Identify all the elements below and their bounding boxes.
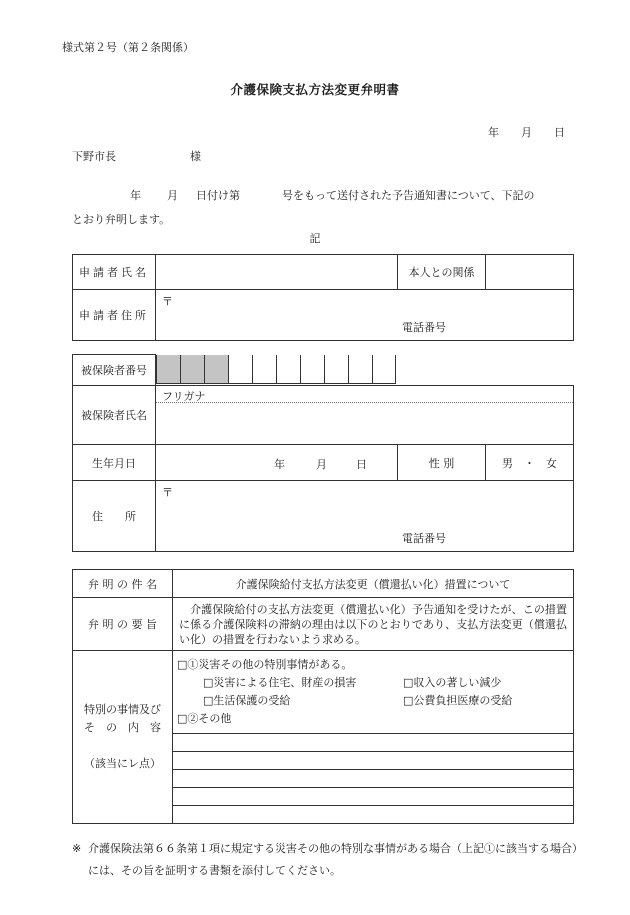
insured-number-digit-box[interactable]: [276, 355, 300, 384]
applicant-tel-label: 電話番号: [402, 321, 446, 334]
addressee-mayor: 下野市長: [72, 150, 116, 163]
sex-options[interactable]: 男 ・ 女: [486, 445, 574, 481]
special-label-line-1: 特別の事情及び: [84, 703, 161, 716]
explanation-table: [72, 569, 574, 824]
applicant-name-field[interactable]: [156, 255, 398, 290]
birth-date-label: 生年月日: [73, 445, 156, 481]
applicant-table: [72, 254, 574, 341]
intro-month: 月: [167, 189, 178, 202]
subject-text: 介護保険給付支払方法変更（償還払い化）措置について: [173, 570, 574, 598]
relationship-field[interactable]: [486, 255, 574, 290]
birth-year: 年: [274, 458, 285, 471]
intro-paragraph: [72, 184, 572, 232]
gist-body: 介護保険給付の支払方法変更（償還払い化）予告通知を受けたが、この措置に係る介護保険料の滞納の理由は以下のとおりであり、支払方法変更（償還払い化）の措置を行わないよう求める。: [179, 602, 567, 646]
insured-address-field[interactable]: [156, 481, 574, 552]
insured-number-digit-box[interactable]: [324, 355, 348, 384]
applicant-address-field[interactable]: [156, 290, 574, 341]
insured-name-field[interactable]: [156, 386, 574, 445]
checkbox-property-damage[interactable]: □災害による住宅、財産の損害: [203, 676, 357, 689]
checkbox-welfare[interactable]: □生活保護の受給: [203, 694, 291, 707]
insured-number-digit-box[interactable]: [348, 355, 372, 384]
addressee: [72, 148, 201, 164]
blank-lines: [173, 733, 573, 823]
intro-second-line: とおり弁明します。: [72, 213, 171, 226]
date-month: 月: [521, 126, 532, 139]
checkbox-income-decrease[interactable]: □収入の著しい減少: [403, 676, 502, 689]
footnote-mark: ※: [72, 842, 82, 855]
special-label-line-2: そ の 内 容: [84, 721, 161, 734]
special-label-line-3: （該当にレ点）: [84, 757, 161, 770]
insured-tel-label: 電話番号: [402, 532, 446, 545]
blank-writing-line[interactable]: [173, 751, 573, 769]
furigana-divider: [156, 402, 573, 403]
insured-number-digit-box[interactable]: [228, 355, 252, 384]
checkbox-other[interactable]: □②その他: [177, 712, 232, 725]
intro-rest: 号をもって送付された予告通知書について、下記の: [282, 189, 535, 202]
blank-writing-line[interactable]: [173, 733, 573, 751]
blank-writing-line[interactable]: [173, 787, 573, 805]
relationship-label: 本人との関係: [398, 255, 486, 290]
subject-label: 弁 明 の 件 名: [73, 570, 173, 598]
footnote: [72, 838, 582, 882]
blank-writing-line[interactable]: [173, 805, 573, 823]
addressee-honorific: 様: [190, 150, 201, 163]
special-circumstances-label: [73, 651, 173, 824]
insured-number-digit-box[interactable]: [180, 355, 204, 384]
applicant-name-label: 申請者氏名: [73, 255, 156, 290]
footnote-text: 介護保険法第６６条第１項に規定する災害その他の特別な事情がある場合（上記①に該当する場合）には、その旨を証明する書類を添付してください。: [88, 842, 578, 877]
insured-table: [72, 354, 574, 552]
form-number: 様式第２号（第２条関係）: [62, 41, 194, 54]
insured-number-digit-box[interactable]: [252, 355, 276, 384]
insured-number-digit-box[interactable]: [372, 355, 396, 384]
insured-number-digit-box[interactable]: [300, 355, 324, 384]
insured-number-boxes: [156, 355, 574, 386]
insured-number-label: 被保険者番号: [73, 355, 156, 386]
intro-first-line: [72, 184, 572, 208]
blank-writing-line[interactable]: [173, 769, 573, 787]
applicant-postal-mark: 〒: [162, 295, 173, 308]
birth-month: 月: [316, 458, 327, 471]
birth-date-field[interactable]: [156, 445, 398, 481]
insured-postal-mark: 〒: [162, 486, 173, 499]
checkbox-public-medical[interactable]: □公費負担医療の受給: [403, 694, 513, 707]
applicant-address-label: 申請者住所: [73, 290, 156, 341]
special-circumstances-field: [173, 651, 574, 824]
ki-heading: 記: [309, 232, 321, 245]
date-year: 年: [488, 126, 499, 139]
date-day: 日: [554, 126, 565, 139]
checkbox-disaster[interactable]: □①災害その他の特別事情がある。: [177, 658, 353, 671]
gist-label: 弁 明 の 要 旨: [73, 598, 173, 651]
insured-number-digit-box[interactable]: [156, 355, 180, 384]
furigana-label: フリガナ: [162, 390, 206, 403]
document-title: 介護保険支払方法変更弁明書: [230, 82, 400, 97]
sex-label: 性 別: [398, 445, 486, 481]
insured-number-digit-row: [156, 355, 574, 385]
insured-number-digit-box[interactable]: [204, 355, 228, 384]
intro-day-prefix: 日付け第: [196, 189, 240, 202]
checkbox-area: [173, 651, 573, 733]
date-line: [488, 124, 565, 140]
gist-text: [173, 598, 574, 651]
insured-name-label: 被保険者氏名: [73, 386, 156, 445]
birth-day: 日: [356, 458, 367, 471]
insured-address-label: 住 所: [73, 481, 156, 552]
intro-year: 年: [130, 189, 141, 202]
